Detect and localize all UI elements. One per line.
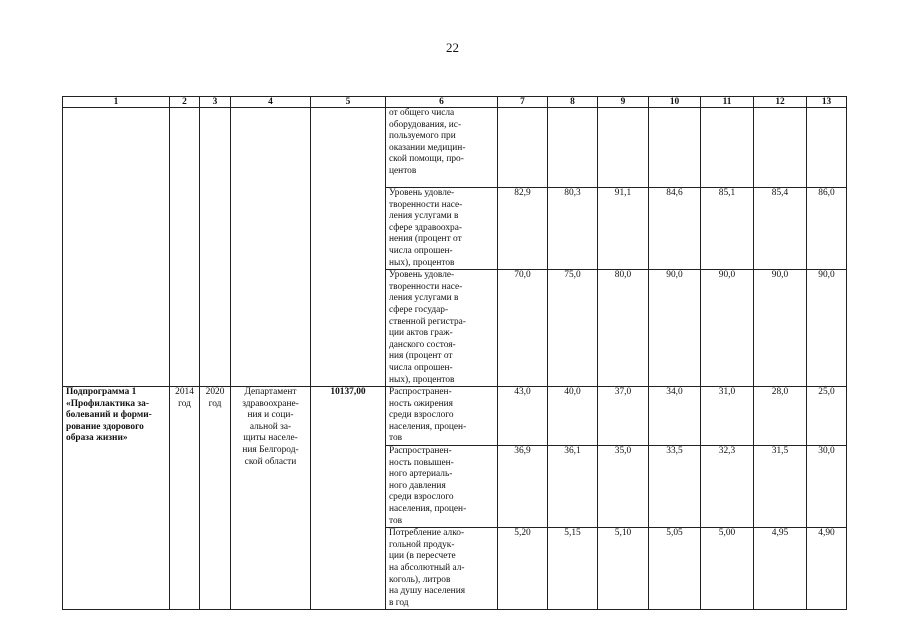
- header-col-1: 1: [63, 97, 170, 108]
- value-cell: 35,0: [598, 446, 649, 528]
- indicator-text: от общего числа оборудования, ис- пользуемого при оказании медицин- ской помощи, про- центов: [386, 108, 498, 188]
- value-cell: 75,0: [548, 270, 598, 387]
- value-cell: 28,0: [754, 387, 807, 446]
- empty-cell: [311, 108, 386, 387]
- header-col-8: 8: [548, 97, 598, 108]
- header-col-4: 4: [231, 97, 311, 108]
- header-row: [63, 97, 847, 108]
- indicator-text: Распространен- ность ожирения среди взрослого населения, процен- тов: [386, 387, 498, 446]
- value-cell: 5,20: [498, 528, 548, 610]
- value-cell: [649, 108, 701, 188]
- end-year: 2020 год: [200, 387, 231, 610]
- value-cell: 85,4: [754, 188, 807, 270]
- value-cell: 30,0: [807, 446, 847, 528]
- value-cell: 4,95: [754, 528, 807, 610]
- empty-cell: [63, 108, 170, 387]
- value-cell: 80,3: [548, 188, 598, 270]
- value-cell: 31,0: [701, 387, 754, 446]
- value-cell: [548, 108, 598, 188]
- value-cell: [498, 108, 548, 188]
- header-col-13: 13: [807, 97, 847, 108]
- value-cell: 32,3: [701, 446, 754, 528]
- value-cell: 34,0: [649, 387, 701, 446]
- header-col-11: 11: [701, 97, 754, 108]
- header-col-6: 6: [386, 97, 498, 108]
- value-cell: [598, 108, 649, 188]
- empty-cell: [200, 108, 231, 387]
- value-cell: 36,1: [548, 446, 598, 528]
- value-cell: 5,10: [598, 528, 649, 610]
- header-col-12: 12: [754, 97, 807, 108]
- value-cell: 40,0: [548, 387, 598, 446]
- value-cell: 85,1: [701, 188, 754, 270]
- indicator-text: Распространен- ность повышен- ного артериаль- ного давления среди взрослого населения, процен- тов: [386, 446, 498, 528]
- header-col-3: 3: [200, 97, 231, 108]
- header-col-7: 7: [498, 97, 548, 108]
- value-cell: [807, 108, 847, 188]
- table-row: [63, 387, 847, 446]
- subprogram-name: Подпрограмма 1 «Профилактика за- болеваний и форми- рование здорового образа жизни»: [63, 387, 170, 610]
- value-cell: 90,0: [754, 270, 807, 387]
- funding-amount: 10137,00: [311, 387, 386, 610]
- header-col-2: 2: [170, 97, 200, 108]
- value-cell: 90,0: [807, 270, 847, 387]
- value-cell: 82,9: [498, 188, 548, 270]
- indicator-text: Уровень удовле- творенности насе- ления услугами в сфере здравоохра- нения (процент от числа опрошен- ных), процентов: [386, 188, 498, 270]
- value-cell: 91,1: [598, 188, 649, 270]
- page-number: 22: [446, 40, 459, 55]
- indicator-text: Потребление алко- гольной продук- ции (в пересчете на абсолютный ал- коголь), литров на душу населения в год: [386, 528, 498, 610]
- table-row: [63, 108, 847, 188]
- value-cell: 90,0: [701, 270, 754, 387]
- header-col-5: 5: [311, 97, 386, 108]
- value-cell: 70,0: [498, 270, 548, 387]
- value-cell: [754, 108, 807, 188]
- value-cell: 43,0: [498, 387, 548, 446]
- value-cell: 36,9: [498, 446, 548, 528]
- value-cell: [701, 108, 754, 188]
- header-col-10: 10: [649, 97, 701, 108]
- start-year: 2014 год: [170, 387, 200, 610]
- value-cell: 5,00: [701, 528, 754, 610]
- value-cell: 25,0: [807, 387, 847, 446]
- value-cell: 90,0: [649, 270, 701, 387]
- executor: Департамент здравоохране- ния и соци- альной за- щиты населе- ния Белгород- ской области: [231, 387, 311, 610]
- empty-cell: [231, 108, 311, 387]
- value-cell: 5,15: [548, 528, 598, 610]
- value-cell: 31,5: [754, 446, 807, 528]
- program-table: [62, 96, 847, 610]
- value-cell: 86,0: [807, 188, 847, 270]
- value-cell: 4,90: [807, 528, 847, 610]
- empty-cell: [170, 108, 200, 387]
- value-cell: 80,0: [598, 270, 649, 387]
- value-cell: 37,0: [598, 387, 649, 446]
- header-col-9: 9: [598, 97, 649, 108]
- value-cell: 33,5: [649, 446, 701, 528]
- indicator-text: Уровень удовле- творенности насе- ления услугами в сфере государ- ственной регистра- ции актов граж- данского состоя- ния (процент от числа опрошен- ных), процентов: [386, 270, 498, 387]
- value-cell: 5,05: [649, 528, 701, 610]
- value-cell: 84,6: [649, 188, 701, 270]
